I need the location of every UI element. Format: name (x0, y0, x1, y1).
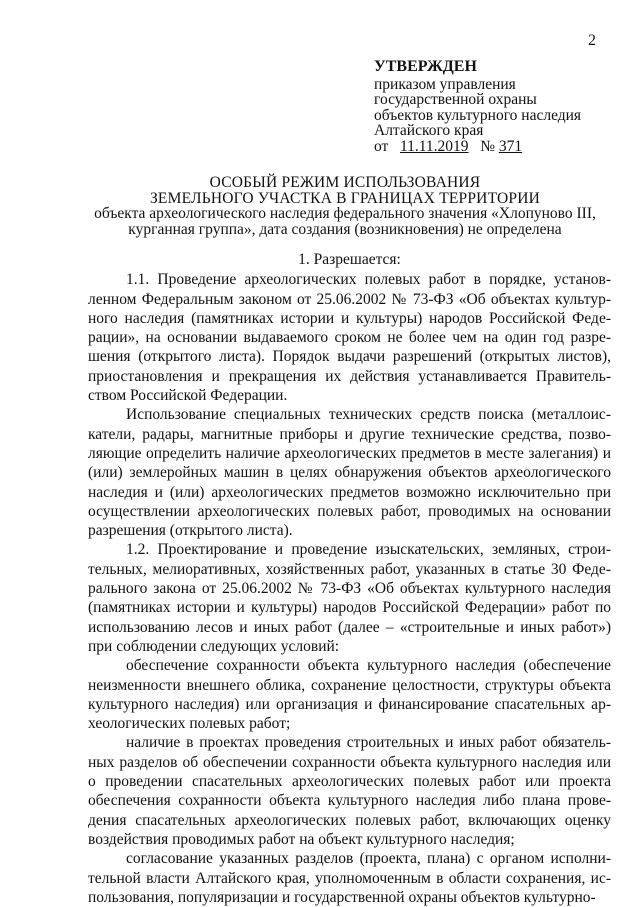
approval-number-label: № (480, 137, 495, 155)
approval-line: объектов культурного наследия (374, 106, 582, 124)
approval-from-label: от (374, 137, 389, 155)
approval-line: приказом управления (374, 75, 516, 93)
document-title-line: ОСОБЫЙ РЕЖИМ ИСПОЛЬЗОВАНИЯ (209, 174, 481, 191)
document-title (80, 175, 610, 237)
approval-number: 371 (498, 137, 523, 155)
document-subtitle-line: курганная группа», дата создания (возникновения) не определена (128, 220, 562, 238)
body-paragraph: согласование указанных разделов (проекта, плана) с органом исполнительной власти Алтайского края, уполномоченным в области сохранения, использования, популяризации и государственной охраны объектов культурно- (88, 850, 611, 906)
document-body (88, 250, 611, 907)
approval-line: государственной охраны (374, 91, 537, 108)
approval-title: УТВЕРЖДЕН (374, 58, 477, 75)
body-paragraph: Использование специальных технических средств поиска (металлоискатели, радары, магнитные приборы и другие технические средства, позволяющие определить наличие археологических предметов в месте залегания) и (или) землеройных машин в целях обнаружения объектов археологического наследия и (или) археологических предметов возможно исключительно при осуществлении археологических полевых работ, проводимых на основании разрешения (открытого листа). (88, 406, 611, 540)
body-paragraph: наличие в проектах проведения строительных и иных работ обязательных разделов об обеспечении сохранности объекта культурного наследия или о проведении спасательных археологических полевых работ или проекта обеспечения сохранности объекта культурного наследия либо плана проведения спасательных археологических полевых работ, включающих оценку воздействия проводимых работ на объект культурного наследия; (88, 734, 611, 848)
section-heading: 1. Разрешается: (298, 251, 401, 268)
approval-date-row (374, 139, 624, 155)
approval-stamp (374, 59, 624, 154)
body-paragraph: обеспечение сохранности объекта культурного наследия (обеспечение неизменности внешнего облика, сохранение целостности, структуры объекта культурного наследия) или организация и финансирование спасательных археологических полевых работ; (88, 657, 611, 733)
body-paragraph: 1.2. Проектирование и проведение изыскательских, земляных, строительных, мелиоративных, хозяйственных работ, указанных в статье 30 Федерального закона от 25.06.2002 № 73-ФЗ «Об объектах культурного наследия (памятниках истории и культуры) народов Российской Федерации» работ по использованию лесов и иных работ (далее – «строительные и иных работ») при соблюдении следующих условий: (88, 541, 611, 655)
document-subtitle-line: объекта археологического наследия федерального значения «Хлопуново III, (94, 205, 596, 222)
approval-line: Алтайского края (374, 122, 484, 139)
page-number: 2 (588, 32, 596, 49)
body-paragraph: 1.1. Проведение археологических полевых работ в порядке, установленном Федеральным законом от 25.06.2002 № 73-ФЗ «Об объектах культурного наследия (памятниках истории и культуры) народов Российской Федерации», на основании выдаваемого сроком не более чем на один год разрешения (открытого листа). Порядок выдачи разрешений (открытых листов), приостановления и прекращения их действия устанавливается Правительством Российской Федерации. (88, 271, 611, 405)
document-title-line: ЗЕМЕЛЬНОГО УЧАСТКА В ГРАНИЦАХ ТЕРРИТОРИИ (149, 189, 541, 207)
approval-date: 11.11.2019 (399, 137, 469, 155)
